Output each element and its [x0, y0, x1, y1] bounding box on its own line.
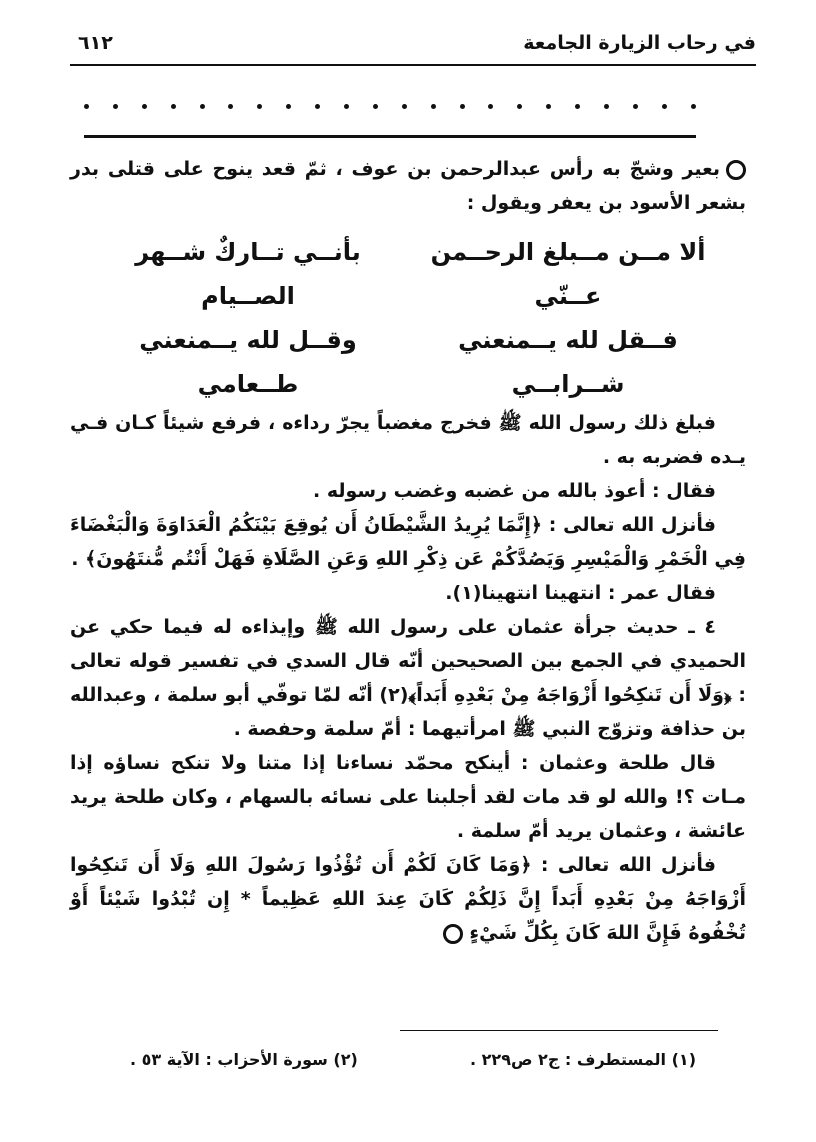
header-rule [70, 64, 756, 66]
dot [402, 104, 407, 109]
dot [257, 104, 262, 109]
dotted-separator [84, 96, 696, 116]
paragraph-8-text: فأنزل الله تعالى : ﴿وَمَا كَانَ لَكُمْ أَن تُؤْذُوا رَسُولَ اللهِ وَلَا أَن تَنكِحُوا أَزْوَاجَهُ مِنْ بَعْدِهِ أَبَداً إِنَّ ذَلِكُمْ كَانَ عِندَ اللهِ عَظِيماً * إِن تُبْدُوا شَيْئاً أَوْ تُخْفُوهُ فَإِنَّ اللهَ كَانَ بِكُلِّ شَيْءٍ [70, 854, 746, 944]
poem-line-2 [108, 318, 708, 406]
paragraph-6: ٤ ـ حديث جرأة عثمان على رسول الله ﷺ وإيذاءه له فيما حكي عن الحميدي في الجمع بين الصحيحين أنّه قال السدي في تفسير قوله تعالى : ﴿وَلَا أَن تَنكِحُوا أَزْوَاجَهُ مِنْ بَعْدِهِ أَبَداً﴾(٢) أنّه لمّا توفّي أبو سلمة ، وعبدالله بن حذافة وتزوّج النبي ﷺ امرأتيهما : أمّ سلمة وحفصة . [70, 616, 746, 740]
paragraph-3: فقال : أعوذ بالله من غضبه وغضب رسوله . [313, 480, 716, 502]
section-rule [84, 135, 696, 138]
dot [633, 104, 638, 109]
dot [315, 104, 320, 109]
paragraph-4: فأنزل الله تعالى : ﴿إِنَّمَا يُرِيدُ الشَّيْطَانُ أَن يُوقِعَ بَيْنَكُمُ الْعَدَاوَةَ وَالْبَغْضَاءَ فِي الْخَمْرِ وَالْمَيْسِرِ وَيَصُدَّكُمْ عَن ذِكْرِ اللهِ وَعَنِ الصَّلَاةِ فَهَلْ أَنْتُم مُّنتَهُونَ﴾ . [70, 514, 746, 570]
quote-open-bracket-icon [726, 160, 746, 180]
dot [142, 104, 147, 109]
running-title: في رحاب الزيارة الجامعة [523, 32, 756, 54]
footnotes [130, 1050, 696, 1080]
paragraph-1-text: بعير وشجّ به رأس عبدالرحمن بن عوف ، ثمّ قعد ينوح على قتلى بدر بشعر الأسود بن يعفر ويقول : [70, 158, 746, 214]
dot [431, 104, 436, 109]
paragraph-continuation [70, 152, 746, 220]
dot [517, 104, 522, 109]
footnote-2: (٢) سورة الأحزاب : الآية ٥٣ . [130, 1050, 358, 1069]
poem-hemistich: بأنــي تــاركٌ شــهر الصــيام [135, 238, 361, 310]
dot [546, 104, 551, 109]
paragraph-2: فبلغ ذلك رسول الله ﷺ فخرج مغضباً يجرّ رداءه ، فرفع شيئاً كـان فـي يـده فضربه به . [70, 412, 746, 468]
dot [228, 104, 233, 109]
paragraph-7: قال طلحة وعثمان : أينكح محمّد نساءنا إذا متنا ولا تنكح نساؤه إذا مـات ؟! والله لو قد مات لقد أجلبنا على نسائه بالسهام ، وكان طلحة يريد عائشة ، وعثمان يريد أمّ سلمة . [70, 752, 746, 842]
footnote-1: (١) المستطرف : ج٢ ص٢٢٩ . [470, 1050, 696, 1069]
dot [200, 104, 205, 109]
page-number: ٦١٢ [78, 32, 113, 54]
poem-hemistich: ألا مــن مــبلغ الرحــمن عــنّي [430, 238, 706, 310]
dot [286, 104, 291, 109]
poem-line-1 [108, 230, 708, 318]
dot [604, 104, 609, 109]
dot [84, 104, 89, 109]
dot [691, 104, 696, 109]
dot [344, 104, 349, 109]
footnote-rule [400, 1030, 718, 1031]
paragraph-8 [70, 848, 746, 950]
poem-hemistich: فــقل لله يــمنعني شــرابــي [458, 326, 678, 398]
dot [373, 104, 378, 109]
main-text [70, 152, 746, 950]
dot [575, 104, 580, 109]
quote-close-bracket-icon [443, 924, 463, 944]
dot [113, 104, 118, 109]
dot [488, 104, 493, 109]
dot [662, 104, 667, 109]
poem-hemistich: وقــل لله يــمنعني طــعامي [139, 326, 357, 398]
running-head [70, 28, 756, 62]
dot [460, 104, 465, 109]
dot [171, 104, 176, 109]
paragraph-5: فقال عمر : انتهينا انتهينا(١). [445, 582, 716, 604]
